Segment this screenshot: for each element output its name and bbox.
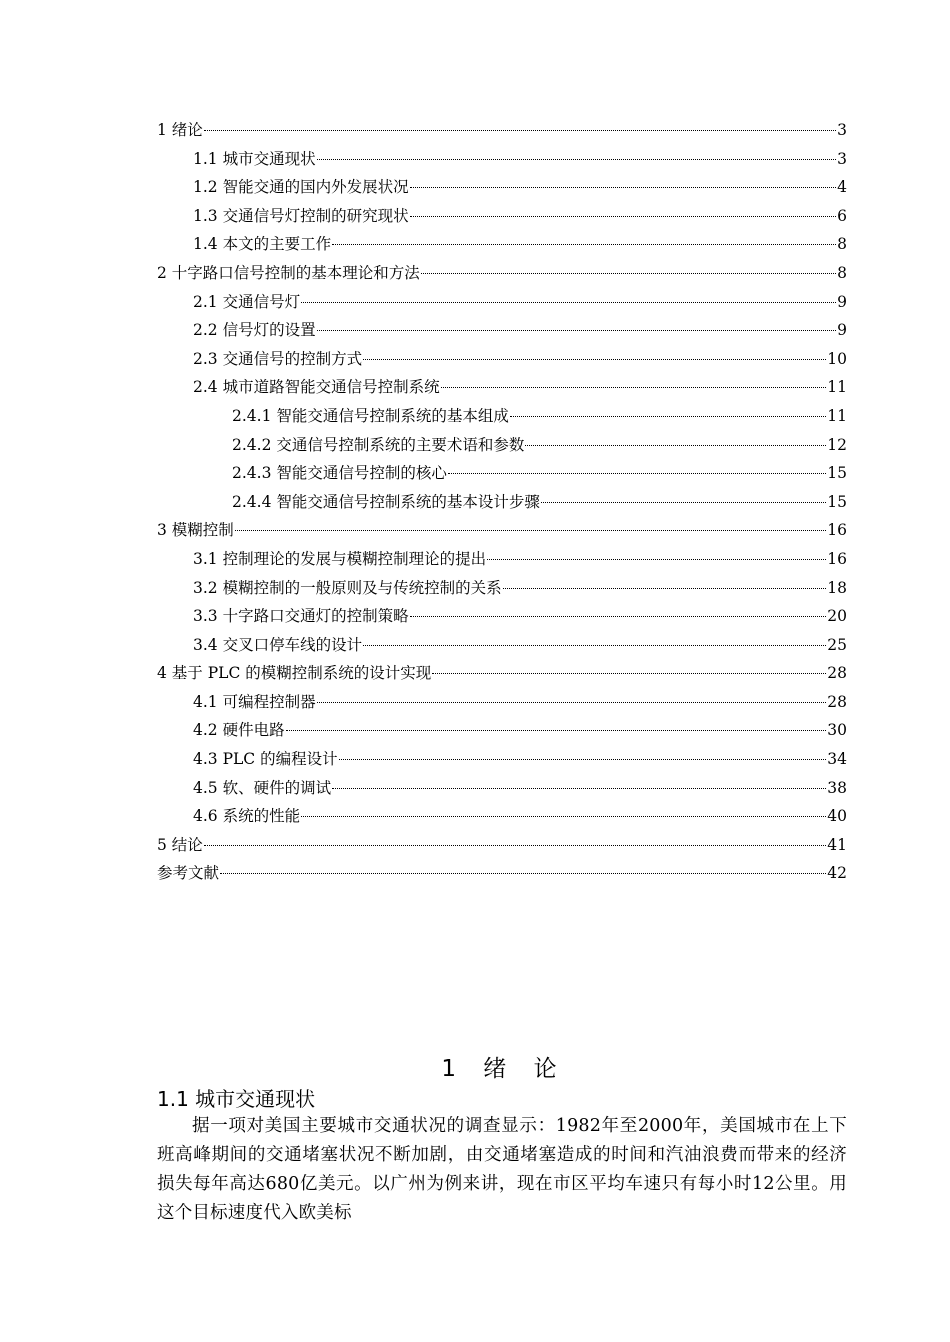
toc-entry[interactable] <box>157 661 847 690</box>
toc-entry-label: 5 结论 <box>157 835 203 854</box>
toc-entry[interactable] <box>157 861 847 890</box>
toc-entry-label: 4.6 系统的性能 <box>193 807 301 826</box>
toc-entry[interactable] <box>157 204 847 233</box>
toc-entry[interactable] <box>157 433 847 462</box>
toc-page-number: 10 <box>827 349 847 368</box>
toc-page-number: 42 <box>827 864 847 883</box>
toc-entry-label: 4 基于 PLC 的模糊控制系统的设计实现 <box>157 664 432 683</box>
toc-entry-label: 4.5 软、硬件的调试 <box>193 778 332 797</box>
toc-entry-label: 2.2 信号灯的设置 <box>193 321 316 340</box>
toc-leader-dots <box>448 472 826 474</box>
toc-entry[interactable] <box>157 261 847 290</box>
toc-leader-dots <box>317 701 827 703</box>
toc-entry[interactable] <box>157 633 847 662</box>
toc-entry[interactable] <box>157 804 847 833</box>
toc-leader-dots <box>410 615 827 617</box>
toc-page-number: 3 <box>837 149 847 168</box>
toc-leader-dots <box>220 872 826 874</box>
toc-leader-dots <box>441 386 827 388</box>
toc-leader-dots <box>301 815 826 817</box>
toc-leader-dots <box>317 329 837 331</box>
toc-leader-dots <box>332 787 826 789</box>
toc-page-number: 20 <box>827 607 847 626</box>
toc-page-number: 12 <box>827 435 847 454</box>
toc-leader-dots <box>339 758 827 760</box>
toc-leader-dots <box>332 243 836 245</box>
toc-entry[interactable] <box>157 833 847 862</box>
toc-page-number: 11 <box>827 378 847 397</box>
toc-page-number: 28 <box>827 664 847 683</box>
toc-page-number: 40 <box>827 807 847 826</box>
toc-leader-dots <box>235 529 826 531</box>
toc-leader-dots <box>286 729 827 731</box>
toc-entry[interactable] <box>157 347 847 376</box>
toc-entry-label: 1 绪论 <box>157 121 203 139</box>
toc-entry-label: 2 十字路口信号控制的基本理论和方法 <box>157 263 420 282</box>
toc-page-number: 18 <box>827 578 847 597</box>
toc-entry[interactable] <box>157 318 847 347</box>
toc-page-number: 4 <box>837 178 847 197</box>
toc-page-number: 41 <box>827 835 847 854</box>
toc-entry-label: 1.1 城市交通现状 <box>193 149 316 168</box>
toc-entry[interactable] <box>157 718 847 747</box>
toc-page-number: 11 <box>827 406 847 425</box>
toc-entry[interactable] <box>157 404 847 433</box>
toc-entry-label: 4.2 硬件电路 <box>193 721 285 740</box>
toc-leader-dots <box>503 587 827 589</box>
toc-entry[interactable] <box>157 175 847 204</box>
toc-page-number: 3 <box>837 121 847 139</box>
toc-entry-label: 4.1 可编程控制器 <box>193 692 316 711</box>
toc-page-number: 16 <box>827 521 847 540</box>
toc-leader-dots <box>421 272 836 274</box>
toc-entry[interactable] <box>157 147 847 176</box>
toc-entry-label: 3.2 模糊控制的一般原则及与传统控制的关系 <box>193 578 502 597</box>
toc-entry[interactable] <box>157 461 847 490</box>
toc-entry-label: 3.3 十字路口交通灯的控制策略 <box>193 607 409 626</box>
toc-entry-label: 2.4.4 智能交通信号控制系统的基本设计步骤 <box>232 492 540 511</box>
toc-page-number: 8 <box>837 263 847 282</box>
toc-entry[interactable] <box>157 604 847 633</box>
toc-leader-dots <box>301 301 836 303</box>
toc-entry-label: 1.4 本文的主要工作 <box>193 235 332 254</box>
toc-entry[interactable] <box>157 375 847 404</box>
toc-entry[interactable] <box>157 518 847 547</box>
toc-entry-label: 3.1 控制理论的发展与模糊控制理论的提出 <box>193 549 487 568</box>
section-title: 1.1 城市交通现状 <box>157 1087 316 1111</box>
toc-entry-label: 2.4.3 智能交通信号控制的核心 <box>232 464 447 483</box>
toc-page-number: 9 <box>837 321 847 340</box>
toc-leader-dots <box>410 215 837 217</box>
toc-leader-dots <box>317 158 837 160</box>
toc-entry-label: 4.3 PLC 的编程设计 <box>193 750 338 769</box>
toc-entry-label: 1.2 智能交通的国内外发展状况 <box>193 178 409 197</box>
toc-entry[interactable] <box>157 118 847 147</box>
toc-entry[interactable] <box>157 232 847 261</box>
toc-entry-label: 3 模糊控制 <box>157 521 234 540</box>
toc-entry[interactable] <box>157 690 847 719</box>
chapter-title: 1 绪 论 <box>441 1056 567 1082</box>
toc-leader-dots <box>363 644 826 646</box>
toc-entry-label: 1.3 交通信号灯控制的研究现状 <box>193 206 409 225</box>
toc-leader-dots <box>204 129 836 131</box>
toc-entry-label: 2.1 交通信号灯 <box>193 292 301 311</box>
toc-leader-dots <box>204 844 826 846</box>
toc-leader-dots <box>525 444 826 446</box>
toc-entry[interactable] <box>157 290 847 319</box>
toc-entry-label: 参考文献 <box>157 864 220 883</box>
toc-entry[interactable] <box>157 576 847 605</box>
toc-page-number: 38 <box>827 778 847 797</box>
body-paragraph: 据一项对美国主要城市交通状况的调查显示：1982年至2000年，美国城市在上下班高峰期间的交通堵塞状况不断加剧，由交通堵塞造成的时间和汽油浪费而带来的经济损失每年高达680亿美元。以广州为例来讲，现在市区平均车速只有每小时12公里。用这个目标速度代入欧美标 <box>157 1116 847 1223</box>
toc-leader-dots <box>541 501 826 503</box>
toc-entry[interactable] <box>157 547 847 576</box>
toc-page-number: 30 <box>827 721 847 740</box>
toc-page-number: 15 <box>827 492 847 511</box>
toc-page-number: 15 <box>827 464 847 483</box>
toc-leader-dots <box>432 672 826 674</box>
toc-leader-dots <box>487 558 826 560</box>
toc-page-number: 34 <box>827 750 847 769</box>
toc-leader-dots <box>510 415 826 417</box>
table-of-contents <box>157 118 847 890</box>
toc-page-number: 28 <box>827 692 847 711</box>
toc-page-number: 9 <box>837 292 847 311</box>
toc-entry-label: 3.4 交叉口停车线的设计 <box>193 635 363 654</box>
toc-leader-dots <box>410 186 837 188</box>
toc-leader-dots <box>363 358 826 360</box>
toc-entry-label: 2.4.1 智能交通信号控制系统的基本组成 <box>232 406 509 425</box>
toc-entry[interactable] <box>157 747 847 776</box>
toc-entry-label: 2.3 交通信号的控制方式 <box>193 349 363 368</box>
toc-page-number: 16 <box>827 549 847 568</box>
toc-entry-label: 2.4.2 交通信号控制系统的主要术语和参数 <box>232 435 525 454</box>
toc-page-number: 8 <box>837 235 847 254</box>
toc-entry[interactable] <box>157 776 847 805</box>
toc-entry[interactable] <box>157 490 847 519</box>
toc-entry-label: 2.4 城市道路智能交通信号控制系统 <box>193 378 440 397</box>
toc-page-number: 25 <box>827 635 847 654</box>
toc-page-number: 6 <box>837 206 847 225</box>
